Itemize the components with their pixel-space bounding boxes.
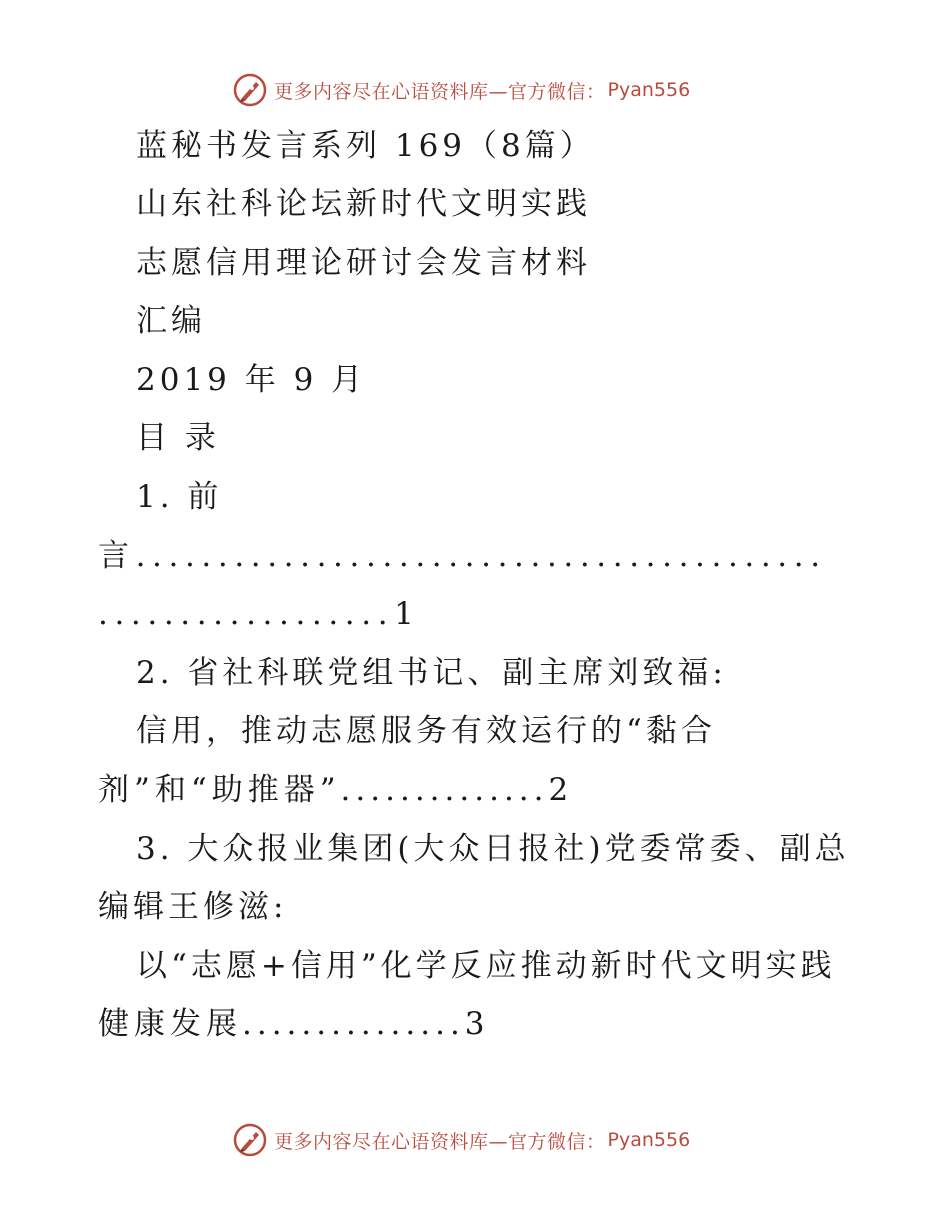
toc-item-2-page: 剂”和“助推器”..............2 (98, 772, 574, 808)
doc-title-line-2: 志愿信用理论研讨会发言材料 (136, 245, 591, 281)
watermark-text: 更多内容尽在心语资料库—官方微信： (274, 1130, 606, 1153)
watermark-contact: Pyan556 (607, 79, 691, 101)
toc-item-3-page: 健康发展...............3 (98, 1006, 490, 1042)
watermark-bottom (232, 1120, 690, 1160)
pen-logo-icon (232, 72, 268, 108)
toc-item-1-page: ..................1 (98, 596, 421, 632)
toc-item-3-number: 3. 大众报业集团(大众日报社)党委常委、副总 (136, 831, 850, 867)
toc-item-3-line-3: 以“志愿+信用”化学反应推动新时代文明实践 (136, 948, 836, 984)
watermark-top (232, 70, 690, 110)
doc-title-line-1: 山东社科论坛新时代文明实践 (136, 186, 591, 222)
toc-item-2-line-2: 信用，推动志愿服务有效运行的“黏合 (136, 713, 716, 749)
toc-item-3-line-2: 编辑王修滋: (98, 889, 288, 925)
toc-item-2-number: 2. 省社科联党组书记、副主席刘致福: (136, 655, 727, 691)
watermark-text: 更多内容尽在心语资料库—官方微信： (274, 80, 606, 103)
toc-item-1-line-2: 言.......................................... (98, 538, 827, 574)
doc-date: 2019 年 9 月 (136, 362, 367, 398)
pen-logo-icon (232, 1122, 268, 1158)
doc-title-line-3: 汇编 (136, 303, 206, 339)
series-title: 蓝秘书发言系列 169（8篇） (136, 128, 595, 164)
toc-item-1-number: 1. 前 (136, 479, 223, 515)
watermark-contact: Pyan556 (607, 1129, 691, 1151)
toc-heading: 目 录 (136, 420, 220, 456)
